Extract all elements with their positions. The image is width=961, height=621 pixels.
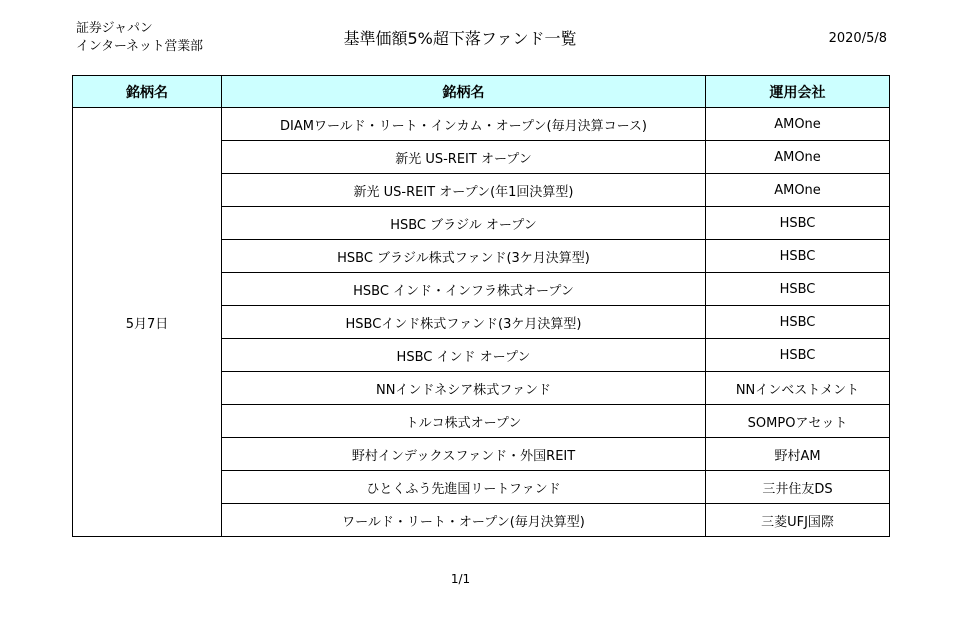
management-company-cell: HSBC bbox=[706, 273, 890, 306]
fund-name-cell: HSBC インド オープン bbox=[222, 339, 706, 372]
fund-name-cell: 野村インデックスファンド・外国REIT bbox=[222, 438, 706, 471]
management-company-cell: AMOne bbox=[706, 108, 890, 141]
fund-name-cell: HSBC ブラジル オープン bbox=[222, 207, 706, 240]
company-name bbox=[76, 20, 203, 56]
management-company-cell: HSBC bbox=[706, 306, 890, 339]
page-number: 1/1 bbox=[450, 572, 471, 586]
column-header-date: 銘柄名 bbox=[73, 76, 222, 108]
fund-name-cell: ひとくふう先進国リートファンド bbox=[222, 471, 706, 504]
date-cell: 5月7日 bbox=[73, 108, 222, 537]
management-company-cell: HSBC bbox=[706, 339, 890, 372]
fund-name-cell: HSBC ブラジル株式ファンド(3ケ月決算型) bbox=[222, 240, 706, 273]
fund-name-cell: HSBCインド株式ファンド(3ケ月決算型) bbox=[222, 306, 706, 339]
company-line-2: インターネット営業部 bbox=[76, 39, 203, 54]
fund-name-cell: DIAMワールド・リート・インカム・オープン(毎月決算コース) bbox=[222, 108, 706, 141]
management-company-cell: HSBC bbox=[706, 207, 890, 240]
fund-name-cell: 新光 US-REIT オープン bbox=[222, 141, 706, 174]
fund-name-cell: NNインドネシア株式ファンド bbox=[222, 372, 706, 405]
management-company-cell: HSBC bbox=[706, 240, 890, 273]
management-company-cell: 三井住友DS bbox=[706, 471, 890, 504]
column-header-fund: 銘柄名 bbox=[222, 76, 706, 108]
management-company-cell: 野村AM bbox=[706, 438, 890, 471]
fund-name-cell: HSBC インド・インフラ株式オープン bbox=[222, 273, 706, 306]
management-company-cell: AMOne bbox=[706, 174, 890, 207]
page-title: 基準価額5%超下落ファンド一覧 bbox=[343, 29, 577, 48]
management-company-cell: AMOne bbox=[706, 141, 890, 174]
fund-name-cell: トルコ株式オープン bbox=[222, 405, 706, 438]
report-date: 2020/5/8 bbox=[828, 31, 887, 46]
fund-table bbox=[72, 75, 890, 537]
company-line-1: 証券ジャパン bbox=[76, 21, 153, 36]
table-body bbox=[73, 108, 890, 537]
column-header-company: 運用会社 bbox=[706, 76, 890, 108]
management-company-cell: 三菱UFJ国際 bbox=[706, 504, 890, 537]
management-company-cell: NNインベストメント bbox=[706, 372, 890, 405]
fund-name-cell: ワールド・リート・オープン(毎月決算型) bbox=[222, 504, 706, 537]
table-header-row bbox=[73, 76, 890, 108]
management-company-cell: SOMPOアセット bbox=[706, 405, 890, 438]
fund-name-cell: 新光 US-REIT オープン(年1回決算型) bbox=[222, 174, 706, 207]
table-row bbox=[73, 108, 890, 141]
